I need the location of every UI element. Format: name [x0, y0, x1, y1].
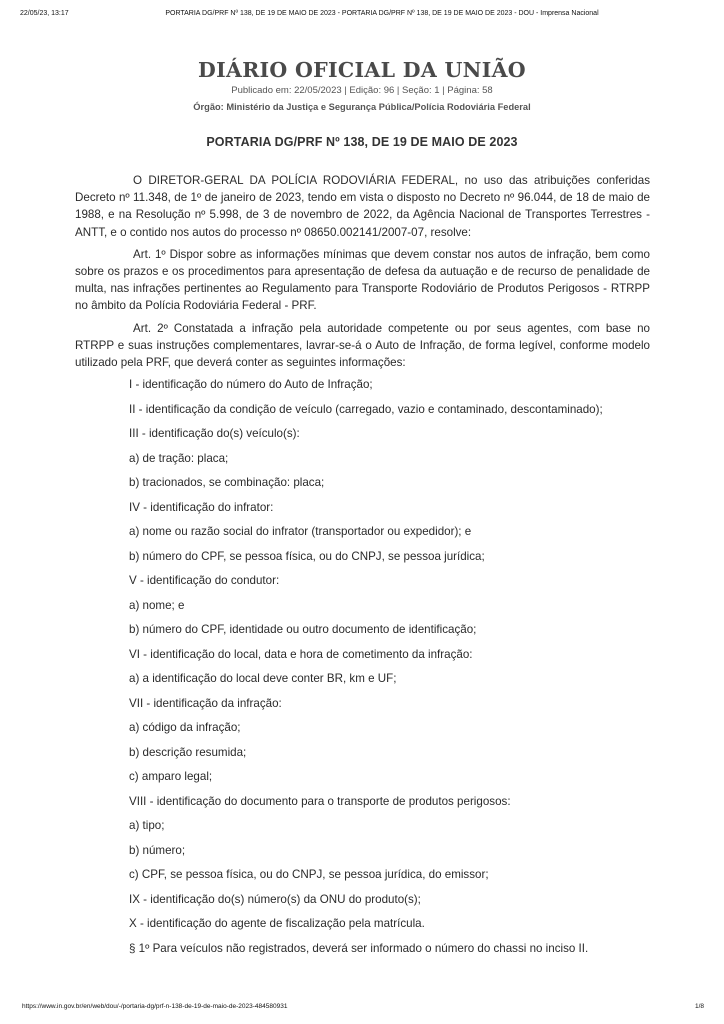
list-item: X - identificação do agente de fiscalização pela matrícula.	[129, 917, 425, 931]
list-item: b) número do CPF, identidade ou outro documento de identificação;	[129, 623, 477, 637]
list-item: VI - identificação do local, data e hora de cometimento da infração:	[129, 647, 473, 661]
document-body	[75, 172, 650, 964]
print-footer	[0, 1003, 724, 1015]
list-item: IX - identificação do(s) número(s) da ONU do produto(s);	[129, 892, 421, 906]
publication-brand: DIÁRIO OFICIAL DA UNIÃO	[198, 58, 526, 82]
list-item: VII - identificação da infração:	[129, 696, 282, 710]
paragraph-1-item: § 1º Para veículos não registrados, deverá ser informado o número do chassi no inciso II.	[129, 941, 589, 955]
list-item: a) tipo;	[129, 819, 165, 833]
list-item: b) número;	[129, 843, 186, 857]
list-item: b) tracionados, se combinação: placa;	[129, 476, 325, 490]
print-header	[0, 10, 724, 22]
list-item: II - identificação da condição de veículo (carregado, vazio e contaminado, descontaminado);	[129, 402, 603, 416]
list-item: IV - identificação do infrator:	[129, 500, 274, 514]
issuing-organ: Órgão: Ministério da Justiça e Segurança Pública/Polícia Rodoviária Federal	[193, 102, 531, 112]
list-item: a) nome; e	[129, 598, 185, 612]
list-item: b) descrição resumida;	[129, 745, 247, 759]
list-item: c) CPF, se pessoa física, ou do CNPJ, se pessoa jurídica, do emissor;	[129, 868, 489, 882]
list-item: III - identificação do(s) veículo(s):	[129, 427, 300, 441]
list-item: V - identificação do condutor:	[129, 574, 280, 588]
list-item: I - identificação do número do Auto de Infração;	[129, 378, 373, 392]
source-url-link[interactable]: https://www.in.gov.br/en/web/dou/-/portaria-dg/prf-n-138-de-19-de-maio-de-2023-484580931	[22, 1003, 288, 1010]
list-item: a) a identificação do local deve conter BR, km e UF;	[129, 672, 397, 686]
required-information-list	[75, 376, 650, 964]
preamble-paragraph: O DIRETOR-GERAL DA POLÍCIA RODOVIÁRIA FEDERAL, no uso das atribuições conferidas Decreto nº 11.348, de 1º de janeiro de 2023, tendo em vista o disposto no Decreto nº 96.044, de 18 de maio de 1988, e na Resolução nº 5.998, de 3 de novembro de 2022, da Agência Nacional de Transportes Terrestres - ANTT, e o contido nos autos do processo nº 08650.002141/2007-07, resolve:	[75, 174, 650, 239]
document-title: PORTARIA DG/PRF Nº 138, DE 19 DE MAIO DE 2023	[206, 135, 518, 149]
list-item: c) amparo legal;	[129, 770, 213, 784]
print-datetime: 22/05/23, 13:17	[20, 10, 69, 17]
article-2-paragraph: Art. 2º Constatada a infração pela autoridade competente ou por seus agentes, com base no RTRPP e suas instruções complementares, lavrar-se-á o Auto de Infração, de forma legível, conforme modelo utilizado pela PRF, que deverá conter as seguintes informações:	[75, 321, 650, 370]
list-item: a) código da infração;	[129, 721, 241, 735]
list-item: b) número do CPF, se pessoa física, ou do CNPJ, se pessoa jurídica;	[129, 549, 485, 563]
list-item: a) de tração: placa;	[129, 451, 229, 465]
list-item: VIII - identificação do documento para o transporte de produtos perigosos:	[129, 794, 511, 808]
page-number: 1/8	[694, 1003, 704, 1010]
article-1-paragraph: Art. 1º Dispor sobre as informações mínimas que devem constar nos autos de infração, bem como sobre os prazos e os procedimentos para apresentação de defesa da autuação e de recurso de penalidade de multa, nas infrações pertinentes ao Regulamento para Transporte Rodoviário de Produtos Perigosos - RTRPP no âmbito da Polícia Rodoviária Federal - PRF.	[75, 247, 650, 313]
publication-info: Publicado em: 22/05/2023 | Edição: 96 | Seção: 1 | Página: 58	[231, 85, 493, 96]
masthead	[0, 58, 724, 114]
list-item: a) nome ou razão social do infrator (transportador ou expedidor); e	[129, 525, 472, 539]
print-page-title: PORTARIA DG/PRF Nº 138, DE 19 DE MAIO DE 2023 - PORTARIA DG/PRF Nº 138, DE 19 DE MAIO DE 2023 - DOU - Imprensa Nacional	[165, 10, 599, 17]
